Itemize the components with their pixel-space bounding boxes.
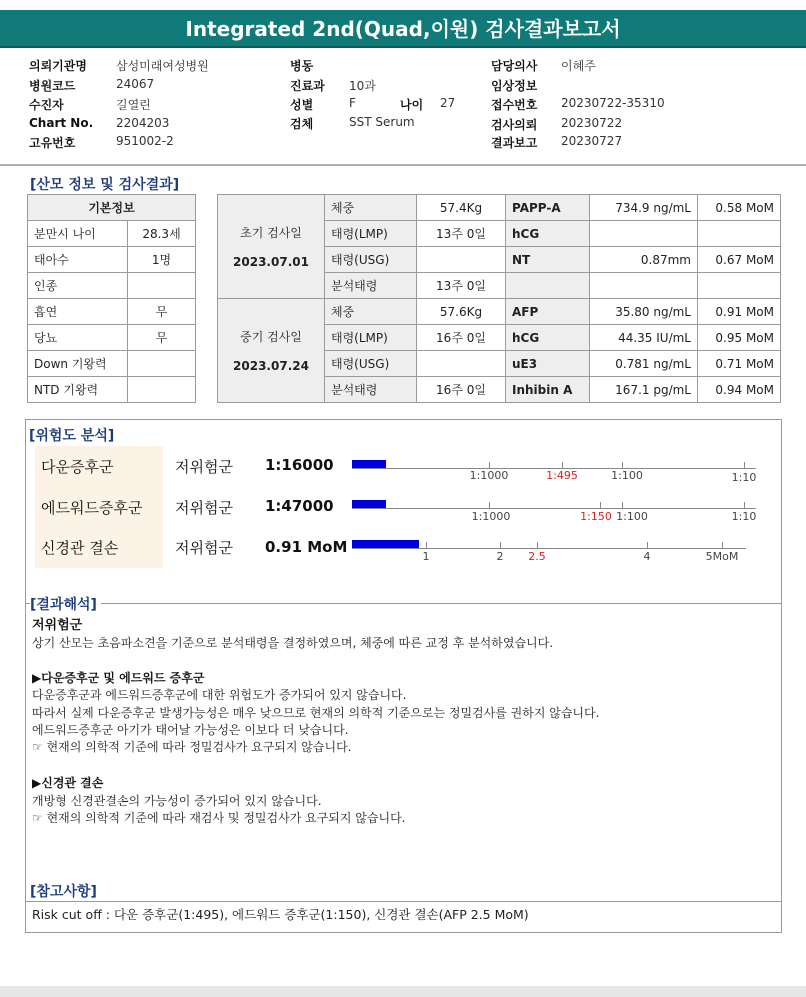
row-label: 태령(USG) — [325, 351, 417, 377]
table-row — [218, 299, 781, 325]
first-exam-cell — [218, 195, 325, 299]
patient-name-label: 수진자 — [29, 98, 64, 112]
row-label: 당뇨 — [28, 325, 128, 351]
hospital-code-label: 병원코드 — [29, 79, 76, 93]
row-value: 16주 0일 — [417, 377, 506, 403]
maternal-section-title: [산모 정보 및 검사결과] — [30, 177, 180, 193]
second-exam-cell — [218, 299, 325, 403]
row-value — [417, 247, 506, 273]
edwards-syndrome-label: 에드워드증후군 — [41, 499, 143, 517]
down-tick-label: 1:10 — [731, 471, 757, 484]
row-value: 13주 0일 — [417, 221, 506, 247]
ntd-tick-label: 2 — [496, 550, 504, 563]
reference-section-title: [참고사항] — [30, 884, 97, 900]
marker-mom — [698, 273, 781, 299]
table-row — [28, 221, 196, 247]
ntd-risk-bar — [352, 540, 419, 548]
down-cutoff-label: 1:495 — [546, 469, 578, 482]
edwards-tick-label: 1:100 — [616, 510, 648, 523]
row-value: 무 — [128, 299, 196, 325]
edwards-tick — [622, 502, 623, 509]
interp-line: 에드워드증후군 아기가 태어날 가능성은 이보다 더 낮습니다. — [32, 723, 349, 737]
down-syndrome-value: 1:16000 — [265, 456, 334, 474]
hospital-code-value: 24067 — [116, 77, 155, 91]
marker-mom: 0.91 MoM — [698, 299, 781, 325]
row-label: 인종 — [28, 273, 128, 299]
marker-result: 0.87mm — [590, 247, 698, 273]
report-date-value: 20230727 — [561, 134, 623, 148]
interpretation-section-title: [결과해석] — [30, 594, 101, 614]
table-row — [218, 195, 781, 221]
marker-mom: 0.94 MoM — [698, 377, 781, 403]
edwards-syndrome-group: 저위험군 — [175, 499, 233, 517]
down-syndrome-group: 저위험군 — [175, 458, 233, 476]
marker-result: 0.781 ng/mL — [590, 351, 698, 377]
department-value: 10과 — [349, 79, 376, 93]
row-value — [128, 351, 196, 377]
edwards-risk-bar — [352, 500, 386, 508]
down-tick — [562, 462, 563, 469]
table-row — [28, 273, 196, 299]
marker-name: hCG — [506, 325, 590, 351]
edwards-syndrome-value: 1:47000 — [265, 497, 334, 515]
first-exam-date: 2023.07.01 — [233, 255, 309, 269]
ntd-value: 0.91 MoM — [265, 538, 348, 556]
row-value: 16주 0일 — [417, 325, 506, 351]
down-tick — [744, 462, 745, 469]
interp-line: 다운증후군과 에드워드증후군에 대한 위험도가 증가되어 있지 않습니다. — [32, 688, 407, 702]
receipt-no-value: 20230722-35310 — [561, 96, 665, 110]
ntd-tick-label: 4 — [643, 550, 651, 563]
marker-mom: 0.58 MoM — [698, 195, 781, 221]
marker-name: AFP — [506, 299, 590, 325]
row-label: 태령(LMP) — [325, 221, 417, 247]
patient-info — [0, 52, 806, 166]
unique-id-value: 951002-2 — [116, 134, 174, 148]
edwards-tick — [489, 502, 490, 509]
report-date-label: 결과보고 — [491, 136, 538, 150]
edwards-cutoff-label: 1:150 — [580, 510, 612, 523]
interp-line: ☞ 현재의 의학적 기준에 따라 재검사 및 정밀검사가 요구되지 않습니다. — [32, 811, 406, 825]
table-row — [28, 299, 196, 325]
marker-name: hCG — [506, 221, 590, 247]
row-label: 태령(LMP) — [325, 325, 417, 351]
chart-no-value: 2204203 — [116, 116, 170, 130]
row-value — [128, 273, 196, 299]
row-value: 57.4Kg — [417, 195, 506, 221]
marker-name: uE3 — [506, 351, 590, 377]
edwards-tick — [744, 502, 745, 509]
row-label: 흡연 — [28, 299, 128, 325]
marker-mom: 0.67 MoM — [698, 247, 781, 273]
request-date-value: 20230722 — [561, 116, 623, 130]
interp-line: ☞ 현재의 의학적 기준에 따라 정밀검사가 요구되지 않습니다. — [32, 740, 352, 754]
receipt-no-label: 접수번호 — [491, 98, 538, 112]
row-label: 체중 — [325, 195, 417, 221]
specimen-label: 검체 — [290, 117, 314, 131]
age-label: 나이 — [400, 98, 424, 112]
referring-institution-label: 의뢰기관명 — [29, 59, 87, 73]
row-value: 28.3세 — [128, 221, 196, 247]
table-row — [28, 325, 196, 351]
first-exam-name: 초기 검사일 — [240, 226, 302, 240]
reference-divider — [25, 901, 782, 902]
second-exam-name: 중기 검사일 — [240, 330, 302, 344]
table-row — [28, 351, 196, 377]
chart-no-label: Chart No. — [29, 116, 94, 130]
reference-text: Risk cut off : 다운 증후군(1:495), 에드워드 증후군(1:150), 신경관 결손(AFP 2.5 MoM) — [32, 907, 529, 922]
row-value: 13주 0일 — [417, 273, 506, 299]
ntd-tick — [426, 542, 427, 549]
down-tick-label: 1:1000 — [469, 469, 509, 482]
row-value: 1명 — [128, 247, 196, 273]
report-title: Integrated 2nd(Quad,이원) 검사결과보고서 — [0, 10, 806, 48]
clinical-info-label: 임상정보 — [491, 79, 538, 93]
edwards-tick-label: 1:1000 — [471, 510, 511, 523]
marker-name — [506, 273, 590, 299]
ntd-cutoff-label: 2.5 — [528, 550, 546, 563]
table-row — [28, 247, 196, 273]
interp-group-title: 저위험군 — [32, 618, 83, 633]
sex-value: F — [349, 96, 356, 110]
attending-doctor-label: 담당의사 — [491, 59, 538, 73]
interp-line: 따라서 실제 다운증후군 발생가능성은 매우 낮으므로 현재의 의학적 기준으로는 정밀검사를 권하지 않습니다. — [32, 706, 600, 720]
marker-result: 167.1 pg/mL — [590, 377, 698, 403]
marker-result: 734.9 ng/mL — [590, 195, 698, 221]
marker-mom: 0.95 MoM — [698, 325, 781, 351]
down-tick-label: 1:100 — [611, 469, 643, 482]
marker-result: 35.80 ng/mL — [590, 299, 698, 325]
interp-intro: 상기 산모는 초음파소견을 기준으로 분석태령을 결정하였으며, 체중에 따른 교정 후 분석하였습니다. — [32, 636, 554, 650]
attending-doctor-value: 이혜주 — [561, 59, 596, 73]
department-label: 진료과 — [290, 79, 325, 93]
ntd-tick-label: 1 — [422, 550, 430, 563]
request-date-label: 검사의뢰 — [491, 118, 538, 132]
row-label: 체중 — [325, 299, 417, 325]
row-label: 태령(USG) — [325, 247, 417, 273]
interpretation-divider — [25, 603, 782, 604]
ntd-tick — [647, 542, 648, 549]
exam-results-table — [217, 194, 781, 403]
specimen-value: SST Serum — [349, 115, 415, 129]
interp-ntd-title: ▶신경관 결손 — [32, 776, 104, 790]
ntd-label: 신경관 결손 — [41, 539, 119, 557]
row-label: 분석태령 — [325, 273, 417, 299]
marker-name: PAPP-A — [506, 195, 590, 221]
edwards-tick — [600, 502, 601, 509]
ward-label: 병동 — [290, 59, 314, 73]
marker-name: Inhibin A — [506, 377, 590, 403]
table-row — [28, 377, 196, 403]
basic-info-header: 기본정보 — [28, 195, 196, 221]
ntd-tick-label: 5MoM — [705, 550, 739, 563]
ntd-tick — [722, 542, 723, 549]
down-syndrome-label: 다운증후군 — [41, 458, 114, 476]
edwards-scale-axis — [352, 508, 756, 509]
down-tick — [489, 462, 490, 469]
down-tick — [622, 462, 623, 469]
ntd-tick — [537, 542, 538, 549]
interp-line: 개방형 신경관결손의 가능성이 증가되어 있지 않습니다. — [32, 794, 322, 808]
row-value — [128, 377, 196, 403]
marker-result: 44.35 IU/mL — [590, 325, 698, 351]
marker-name: NT — [506, 247, 590, 273]
page-bottom-strip — [0, 986, 806, 997]
row-value — [417, 351, 506, 377]
row-label: Down 기왕력 — [28, 351, 128, 377]
row-value: 57.6Kg — [417, 299, 506, 325]
interp-down-edward-title: ▶다운증후군 및 에드워드 증후군 — [32, 671, 205, 685]
row-value: 무 — [128, 325, 196, 351]
marker-result — [590, 221, 698, 247]
marker-result — [590, 273, 698, 299]
ntd-scale-axis — [352, 548, 746, 549]
row-label: 태아수 — [28, 247, 128, 273]
patient-name-value: 길열린 — [116, 98, 151, 112]
basic-info-table — [27, 194, 196, 403]
ntd-tick — [500, 542, 501, 549]
referring-institution-value: 삼성미래여성병원 — [116, 59, 209, 73]
second-exam-date: 2023.07.24 — [233, 359, 309, 373]
ntd-group: 저위험군 — [175, 539, 233, 557]
down-risk-bar — [352, 460, 386, 468]
sex-label: 성별 — [290, 98, 314, 112]
row-label: 분석태령 — [325, 377, 417, 403]
age-value: 27 — [440, 96, 456, 110]
row-label: 분만시 나이 — [28, 221, 128, 247]
unique-id-label: 고유번호 — [29, 136, 76, 150]
row-label: NTD 기왕력 — [28, 377, 128, 403]
marker-mom: 0.71 MoM — [698, 351, 781, 377]
marker-mom — [698, 221, 781, 247]
risk-section-title: [위험도 분석] — [29, 428, 115, 444]
edwards-tick-label: 1:10 — [731, 510, 757, 523]
